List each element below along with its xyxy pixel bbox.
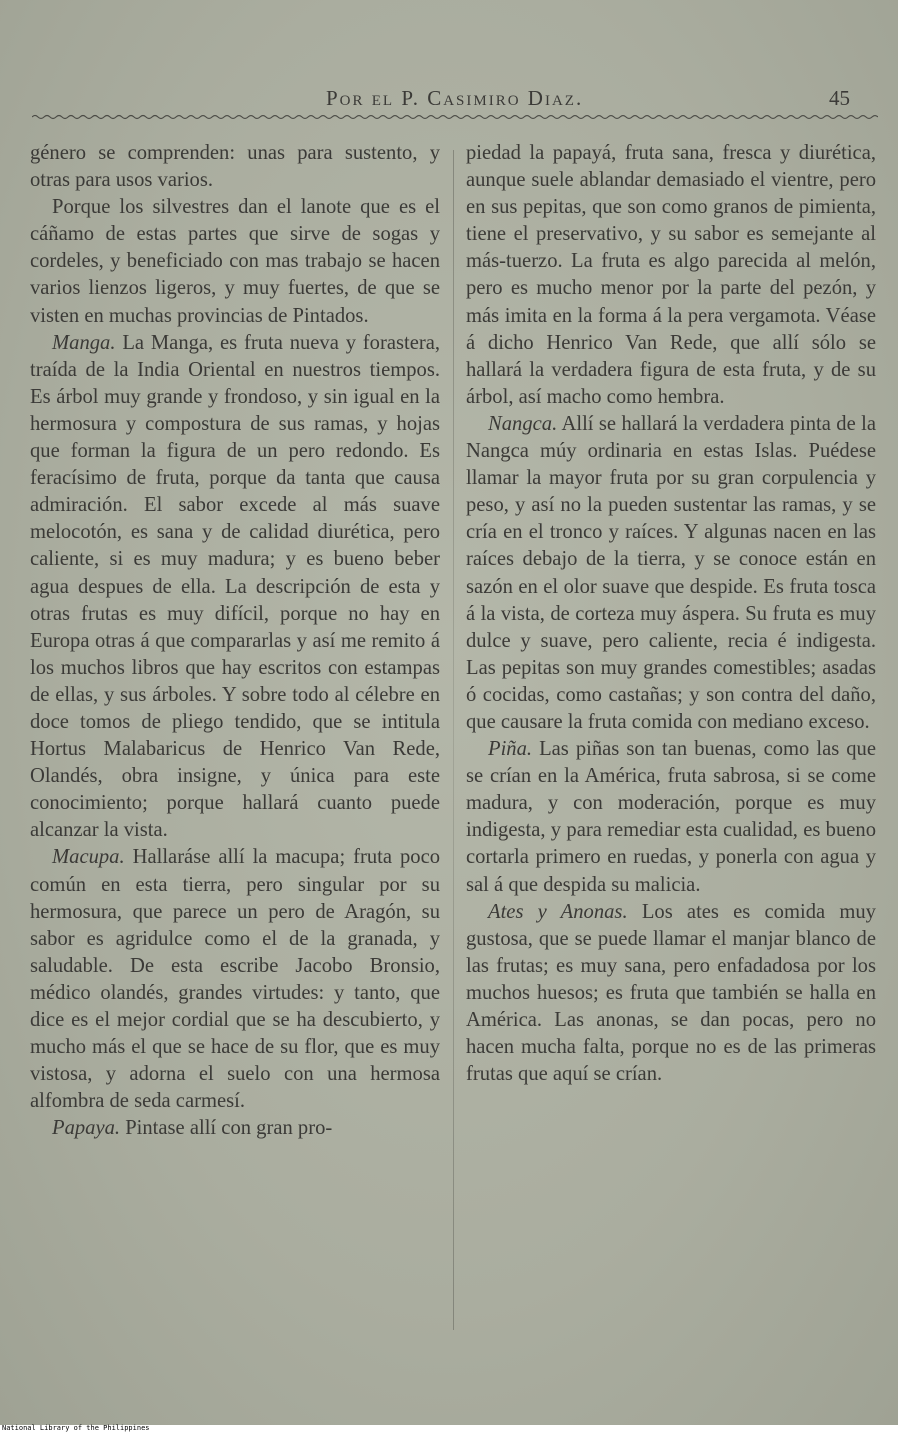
column-divider [453,150,454,1330]
paragraph [466,140,876,411]
paragraph-lead: Ates y Anonas. [488,900,628,923]
paragraph [466,736,876,899]
paragraph [30,844,440,1115]
paragraph [30,330,440,845]
left-column [30,140,440,1142]
paragraph-text: Los ates es comida muy gustosa, que se puede llamar el manjar blanco de las frutas; es muy sana, pero enfadadosa por los muchos huesos; es fruta que también se halla en América. Las anonas, se dan pocas, pero no hacen mucha falta, porque no es de las primeras frutas que aquí se crían. [466,900,876,1086]
page-header [30,86,850,116]
paragraph-text: La Manga, es fruta nueva y forastera, traída de la India Oriental en nuestros tiempos. Es árbol muy grande y frondoso, y sin igual en la hermosura y compostura de sus ramas, y hojas que forman la figura de un pero redondo. Es feracísimo de fruta, porque da tanta que causa admiración. El sabor excede al más suave melocotón, es sana y de calidad diurética, pero caliente, si es muy madura; y es bueno beber agua despues de ella. La descripción de esta y otras frutas es muy difícil, porque no hay en Europa otras á que compararlas y así me remito á los muchos libros que hay escritos con estampas de ellas, y sus árboles. Y sobre todo al célebre en doce tomos de pliego tendido, que se intitula Hortus Malabaricus de Henrico Van Rede, Olandés, obra insigne, y única para este conocimiento; porque hallará cuanto puede alcanzar la vista. [30,331,440,842]
paragraph [30,1115,440,1142]
paragraph-text: Porque los silvestres dan el lanote que es el cáñamo de estas partes que sirve de sogas y cordeles, y beneficiado con mas trabajo se hacen varios lienzos ligeros, y muy fuertes, de que se visten en muchas provincias de Pintados. [30,196,440,327]
library-credit: National Library of the Philippines [2,1424,150,1432]
paragraph-lead: Macupa. [52,846,125,869]
page-number: 45 [829,86,850,110]
header-rule [32,114,878,120]
paragraph-text: Allí se hallará la verdadera pinta de la Nangca múy ordinaria en estas Islas. Puédese llamar la mayor fruta por su gran corpulencia y peso, y así no la pueden sustentar las ramas, y se cría en el tronco y raíces. Y algunas nacen en las raíces debajo de la tierra, y se conoce están en sazón en el olor suave que despide. Es fruta tosca á la vista, de corteza muy áspera. Su fruta es muy dulce y suave, pero caliente, recia é indigesta. Las pepitas son muy grandes comestibles; asadas ó cocidas, como castañas; y son contra del daño, que causare la fruta comida con mediano exceso. [466,412,876,733]
paragraph-text: Hallaráse allí la macupa; fruta poco común en esta tierra, pero singular por su hermosura, que parece un pero de Aragón, su sabor es agridulce como el de la granada, y saludable. De esta escribe Jacobo Bronsio, médico olandés, grandes virtudes: y tanto, que dice es el mejor cordial que se ha descubierto, y mucho más el que se hace de su flor, que es muy vistosa, y adorna el suelo con una hermosa alfombra de seda carmesí. [30,846,440,1113]
paragraph [30,194,440,329]
running-title: Por el P. Casimiro Diaz. [326,86,584,110]
paragraph-text: Pintase allí con gran pro- [120,1117,333,1140]
paragraph-lead: Manga. [52,331,116,354]
paragraph-lead: Piña. [488,738,533,761]
paragraph-lead: Nangca. [488,412,558,435]
paragraph [466,411,876,736]
paragraph-lead: Papaya. [52,1117,121,1140]
wavy-rule-graphic [32,114,878,120]
paragraph-text: género se comprenden: unas para sustento, y otras para usos varios. [30,142,440,192]
paragraph-text: Las piñas son tan buenas, como las que se crían en la América, fruta sabrosa, si se come madura, y con moderación, porque es muy indigesta, y para remediar esta cualidad, es bueno cortarla primero en ruedas, y ponerla con agua y sal á que despida su malicia. [466,738,876,896]
paragraph-text: piedad la papayá, fruta sana, fresca y diurética, aunque suele ablandar demasiado el vientre, pero en sus pepitas, que son como granos de pimienta, tiene el preservativo, y su sabor es semejante al más-tuerzo. La fruta es algo parecida al melón, pero es mucho menor por la parte del pezón, y más imita en la forma á la pera vergamota. Véase á dicho Henrico Van Rede, que allí sólo se hallará la verdadera figura de esta fruta, y de su árbol, así macho como hembra. [466,142,876,408]
paragraph [466,899,876,1089]
right-column [466,140,876,1088]
paragraph [30,140,440,194]
